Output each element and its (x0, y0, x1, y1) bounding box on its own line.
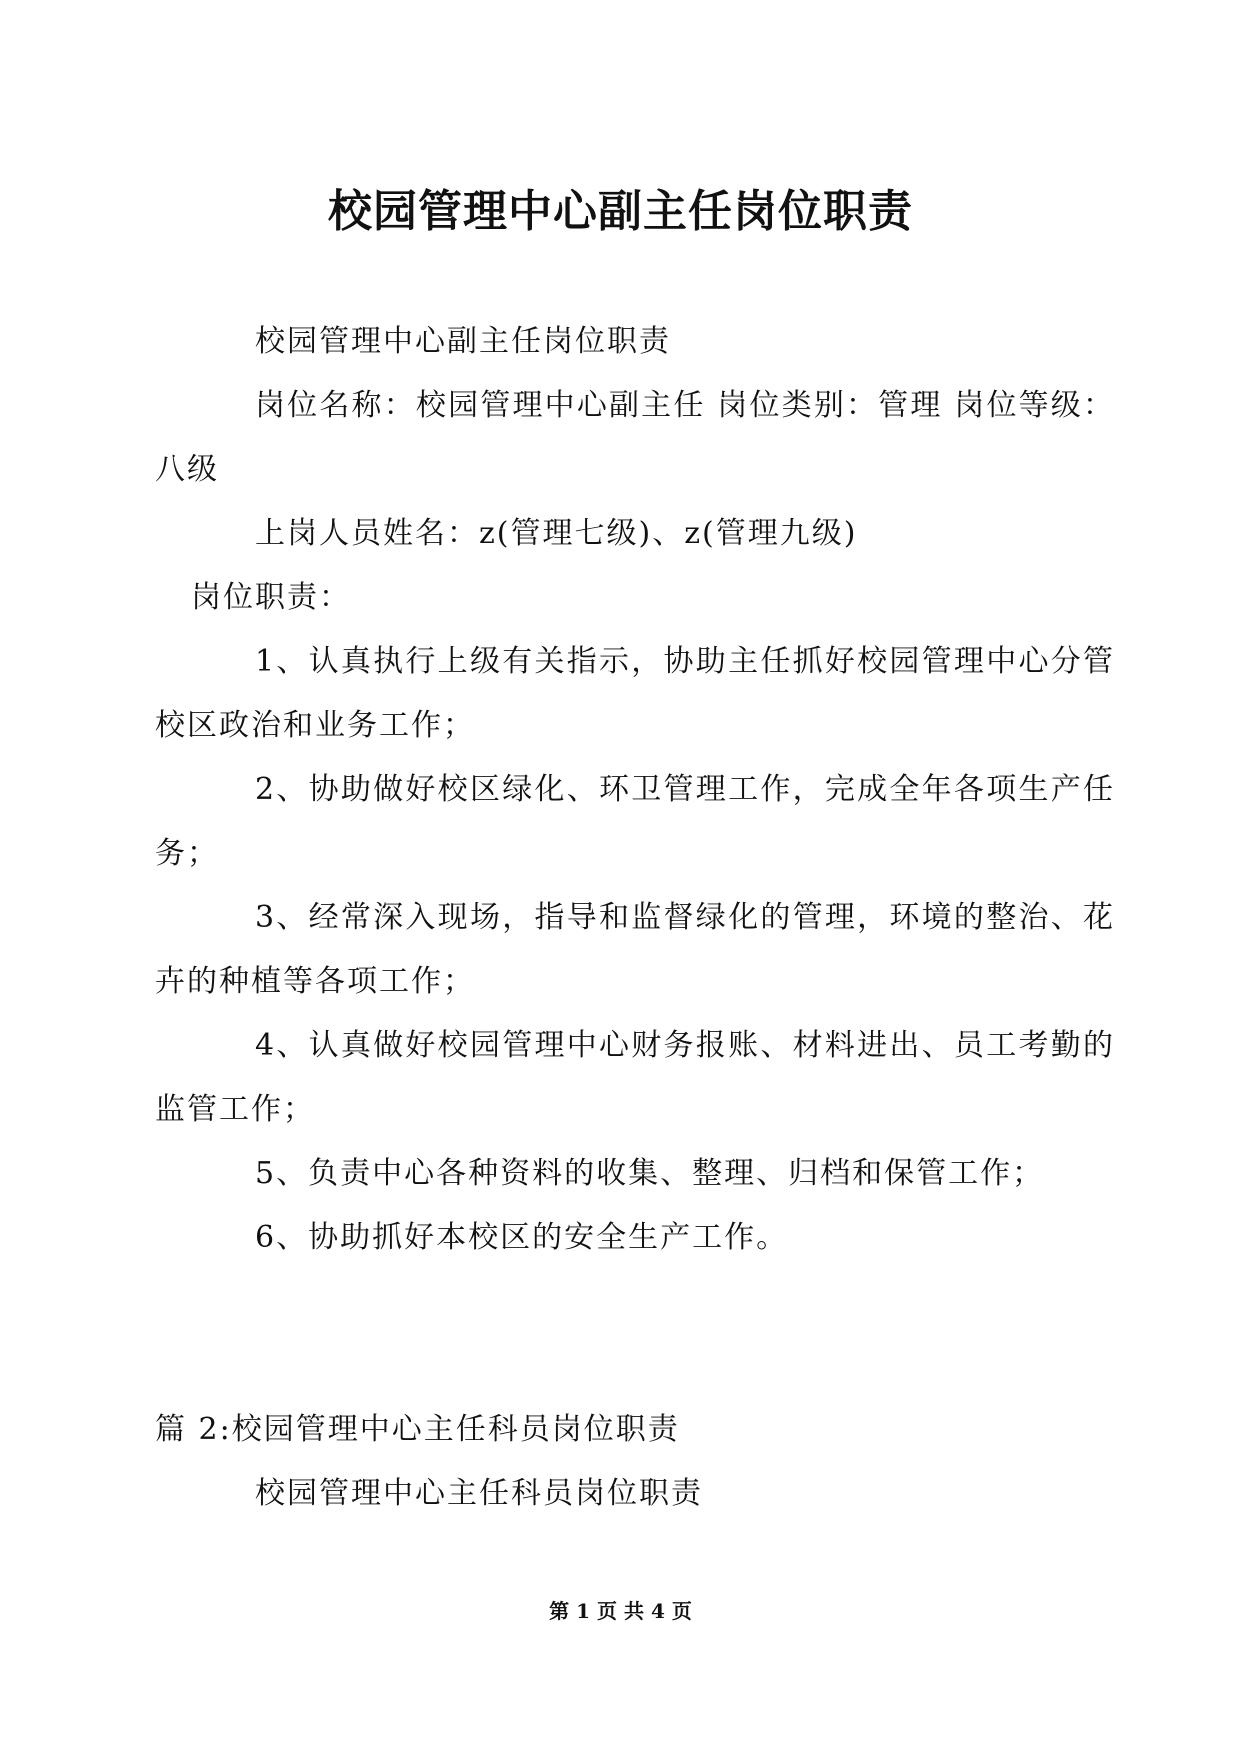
paragraph-duties-heading: 岗位职责： (191, 580, 351, 615)
document-body (155, 310, 1115, 1526)
duty-item-5: 5、负责中心各种资料的收集、整理、归档和保管工作； (255, 1156, 1045, 1191)
page-number-footer: 第 1 页 共 4 页 (549, 1599, 692, 1623)
duty-item-3: 3、经常深入现场，指导和监督绿化的管理，环境的整治、花卉的种植等各项工作； (155, 900, 1115, 999)
paragraph-staff-names: 上岗人员姓名：z(管理七级)、z(管理九级) (255, 516, 858, 551)
paragraph-subtitle: 校园管理中心副主任岗位职责 (255, 324, 671, 359)
document-title: 校园管理中心副主任岗位职责 (328, 186, 913, 237)
section2-subtitle: 校园管理中心主任科员岗位职责 (255, 1476, 703, 1511)
section-spacer (155, 1270, 1115, 1398)
duty-item-2: 2、协助做好校区绿化、环卫管理工作，完成全年各项生产任务； (155, 772, 1115, 871)
duty-item-4: 4、认真做好校园管理中心财务报账、材料进出、员工考勤的监管工作； (155, 1028, 1115, 1127)
paragraph-position-info: 岗位名称：校园管理中心副主任 岗位类别：管理 岗位等级：八级 (155, 388, 1115, 487)
section2-heading: 篇 2:校园管理中心主任科员岗位职责 (155, 1412, 680, 1447)
duty-item-1: 1、认真执行上级有关指示，协助主任抓好校园管理中心分管校区政治和业务工作； (155, 644, 1115, 743)
duty-item-6: 6、协助抓好本校区的安全生产工作。 (255, 1220, 789, 1255)
